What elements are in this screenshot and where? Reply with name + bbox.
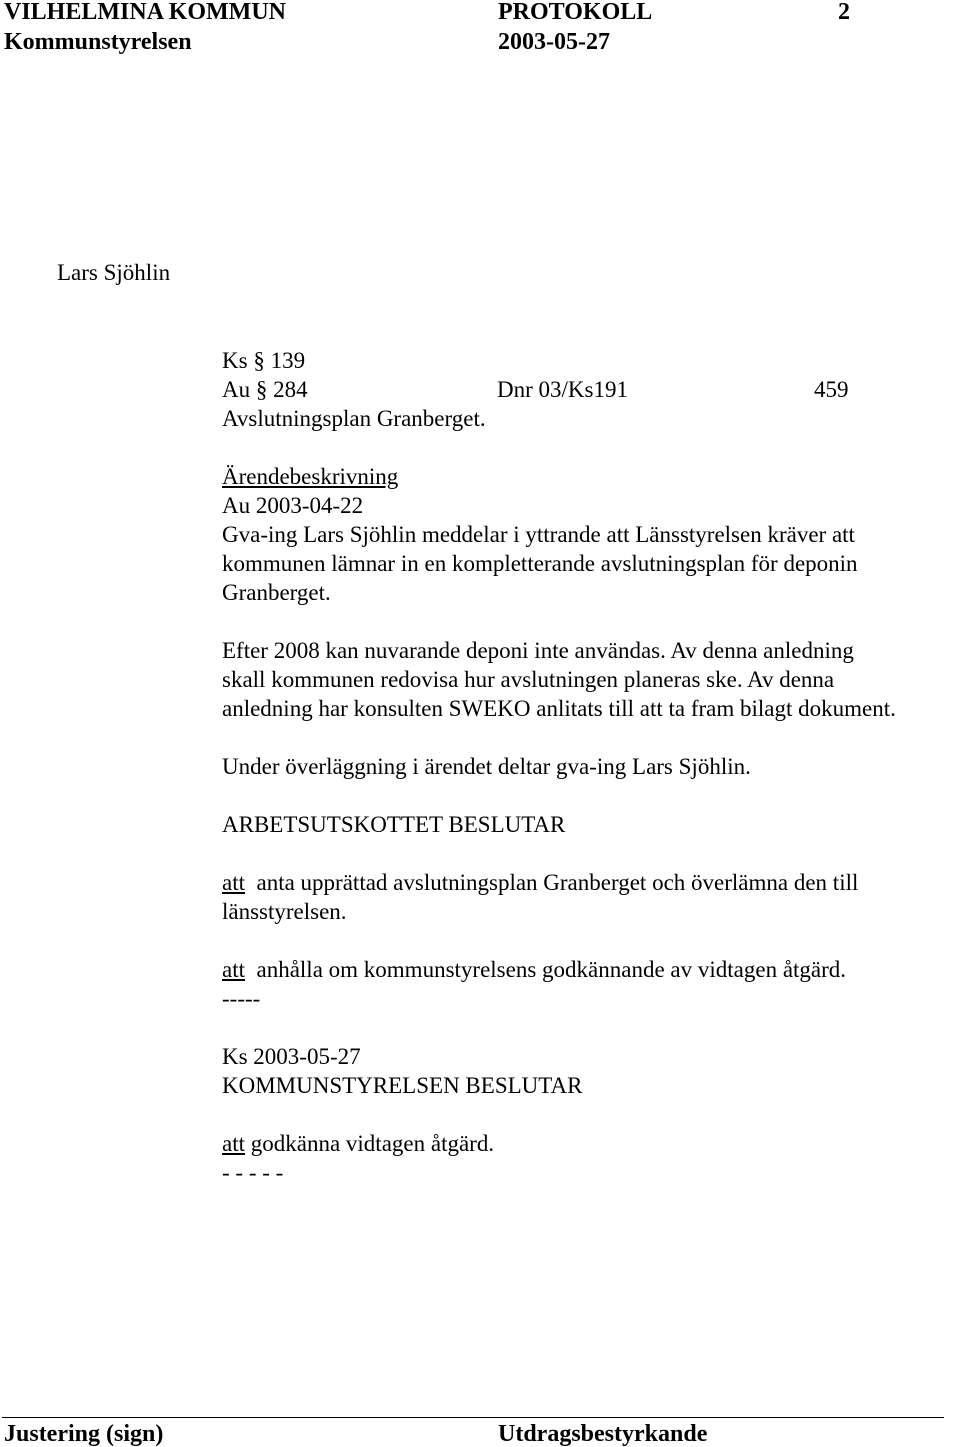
separator: - - - - - — [222, 1160, 284, 1185]
description-heading: Ärendebeskrivning — [222, 464, 399, 489]
reference-number: 459 — [814, 377, 849, 402]
body-name: Kommunstyrelsen — [4, 29, 192, 55]
ks-reference: Ks § 139 — [222, 348, 306, 373]
au-date: Au 2003-04-22 — [222, 493, 364, 518]
ks-date: Ks 2003-05-27 — [222, 1044, 361, 1069]
justering-label: Justering (sign) — [4, 1421, 164, 1447]
paragraph-line: skall kommunen redovisa hur avslutningen planeras ske. Av denna — [222, 667, 835, 692]
paragraph-line: anledning har konsulten SWEKO anlitats till att ta fram bilagt dokument. — [222, 696, 896, 721]
decision-item-continuation: länsstyrelsen. — [222, 899, 347, 924]
att-marker: att — [222, 1131, 245, 1156]
paragraph-line: Efter 2008 kan nuvarande deponi inte användas. Av denna anledning — [222, 638, 854, 663]
au-reference: Au § 284 — [222, 377, 308, 402]
att-marker: att — [222, 870, 245, 895]
case-title: Avslutningsplan Granberget. — [222, 406, 486, 431]
section-symbol: § — [253, 348, 265, 373]
footer-divider — [2, 1417, 944, 1418]
ks-decision-heading: KOMMUNSTYRELSEN BESLUTAR — [222, 1073, 583, 1098]
decision-item: att godkänna vidtagen åtgärd. — [222, 1131, 495, 1156]
dnr-reference: Dnr 03/Ks191 — [497, 377, 628, 402]
header-date: 2003-05-27 — [498, 29, 610, 55]
utdragsbestyrkande-label: Utdragsbestyrkande — [498, 1421, 708, 1447]
deliberation-note: Under överläggning i ärendet deltar gva-ing Lars Sjöhlin. — [222, 754, 751, 779]
separator: ----- — [222, 986, 261, 1011]
municipality-name: VILHELMINA KOMMUN — [4, 0, 286, 25]
description-line: Granberget. — [222, 580, 331, 605]
section-symbol: § — [255, 377, 268, 402]
att-marker: att — [222, 957, 245, 982]
page-number: 2 — [838, 0, 850, 25]
official-name: Lars Sjöhlin — [57, 260, 171, 285]
description-line: Gva-ing Lars Sjöhlin meddelar i yttrande att Länsstyrelsen kräver att — [222, 522, 855, 547]
decision-item: att anhålla om kommunstyrelsens godkännande av vidtagen åtgärd. — [222, 957, 847, 982]
decision-item: att anta upprättad avslutningsplan Granberget och överlämna den till — [222, 870, 859, 895]
au-decision-heading: ARBETSUTSKOTTET BESLUTAR — [222, 812, 566, 837]
document-type: PROTOKOLL — [498, 0, 653, 25]
description-line: kommunen lämnar in en kompletterande avslutningsplan för deponin — [222, 551, 858, 576]
